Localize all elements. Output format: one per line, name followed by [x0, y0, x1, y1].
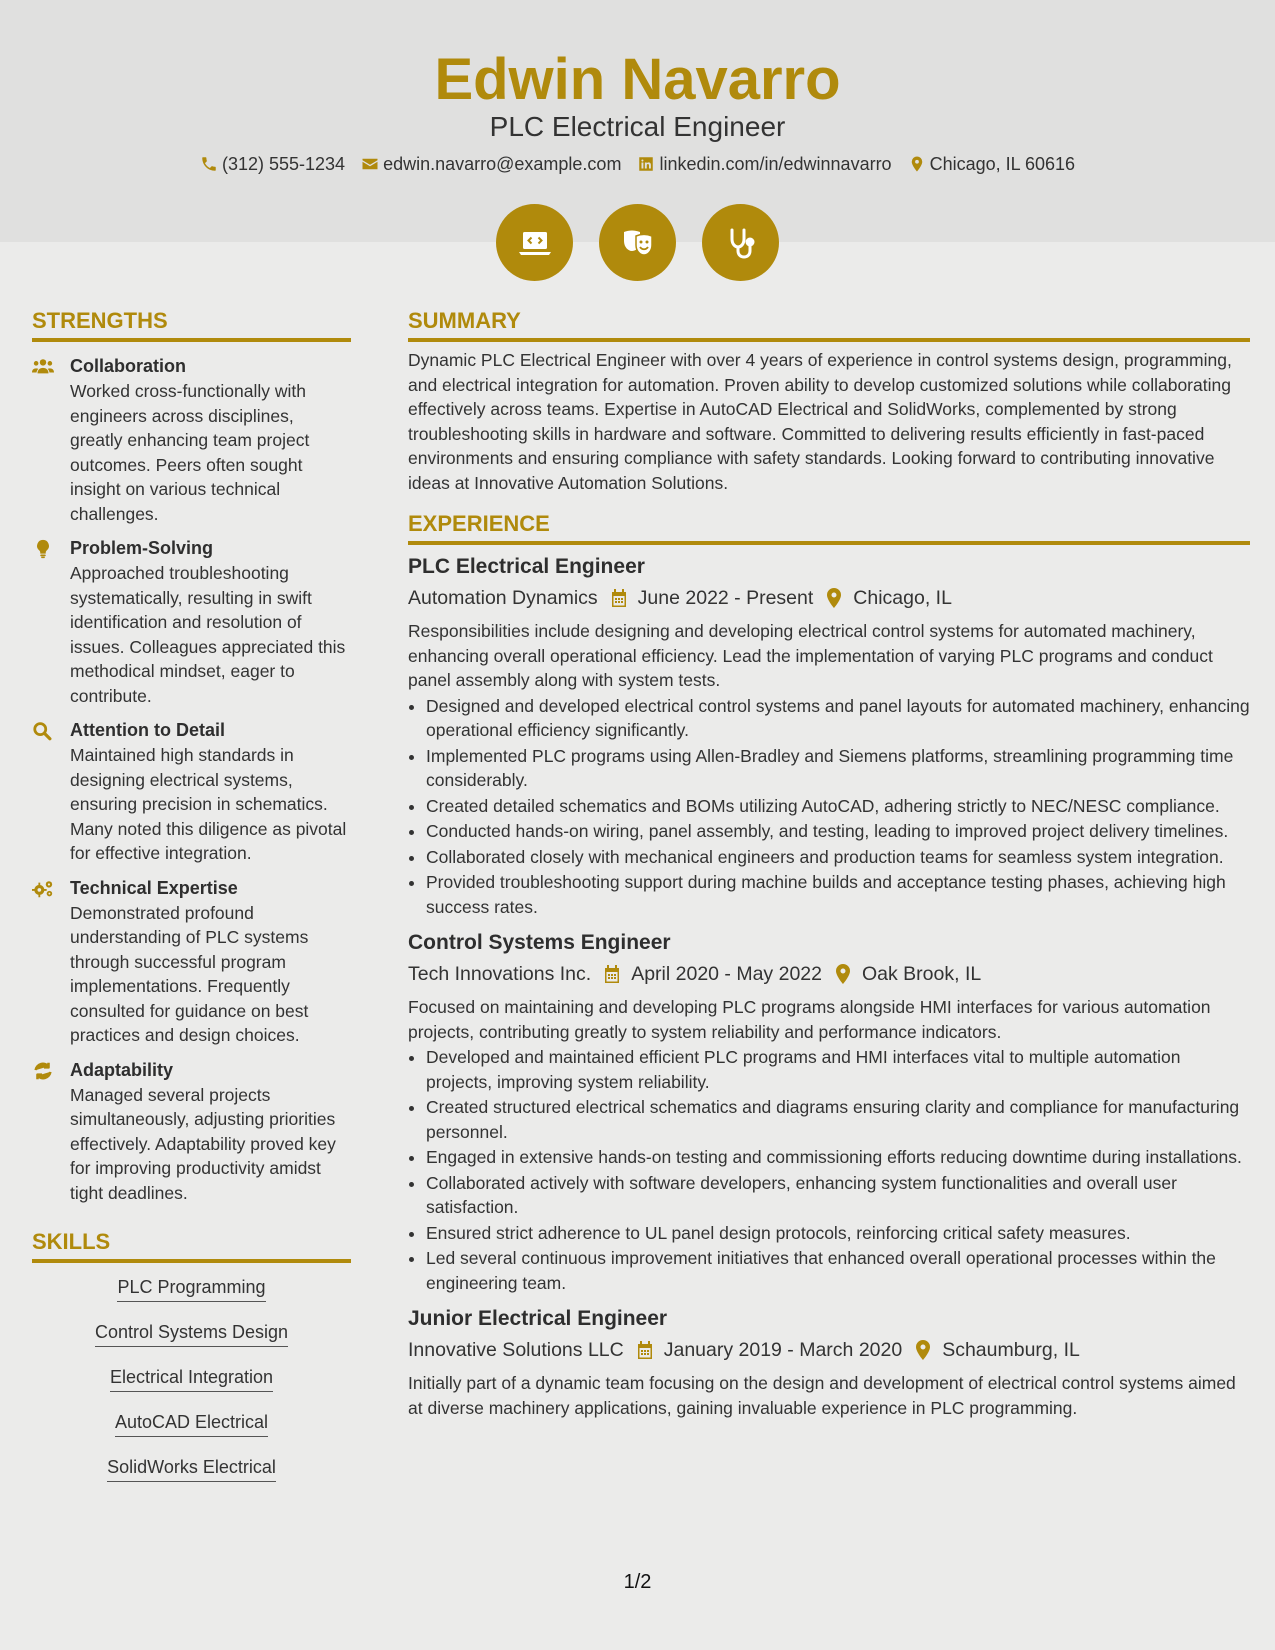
contact-linkedin[interactable]	[637, 152, 891, 176]
experience-heading: EXPERIENCE	[408, 509, 1250, 545]
job-entry	[408, 929, 1250, 1295]
bullet-item: • Engaged in extensive hands-on testing and commissioning efforts reducing downtime during installations.	[426, 1145, 1250, 1170]
job-entry-title: Junior Electrical Engineer	[408, 1307, 668, 1330]
job-meta	[408, 584, 1250, 612]
users-icon	[32, 357, 54, 377]
theater-masks-icon	[618, 223, 658, 263]
contact-bar	[0, 152, 1275, 176]
bullet-item: • Designed and developed electrical control systems and panel layouts for automated machinery, enhancing operational efficiency significantly.	[426, 694, 1250, 743]
location-text: Chicago, IL 60616	[929, 154, 1076, 174]
bullet-item: • Provided troubleshooting support during machine builds and acceptance testing phases, achieving high success rates.	[426, 870, 1250, 919]
skill-item: Control Systems Design	[95, 1320, 288, 1347]
interest-icons	[0, 204, 1275, 281]
skills-heading: SKILLS	[32, 1227, 351, 1263]
bullet-item: • Conducted hands-on wiring, panel assembly, and testing, leading to improved project delivery timelines.	[426, 819, 1250, 844]
job-location: Chicago, IL	[853, 587, 952, 609]
job-entry	[408, 553, 1250, 919]
skills-list	[32, 1275, 351, 1500]
map-marker-icon	[834, 964, 852, 984]
bullet-item: • Created structured electrical schematics and diagrams ensuring clarity and compliance for manufacturing personnel.	[426, 1095, 1250, 1144]
strength-item	[32, 536, 351, 708]
skill-item: PLC Programming	[117, 1275, 265, 1302]
job-entry-title: PLC Electrical Engineer	[408, 555, 645, 578]
strength-title: Technical Expertise	[70, 877, 238, 898]
calendar-icon	[636, 1340, 654, 1360]
stethoscope-icon	[721, 223, 761, 263]
job-desc: Responsibilities include designing and developing electrical control systems for automated machinery, enhancing overall operational efficiency. Lead the implementation of varying PLC programs and conduct panel assembly along with system tests.	[408, 621, 1213, 690]
strength-desc: Worked cross-functionally with engineers across disciplines, greatly enhancing team project outcomes. Peers often sought insight on various technical challenges.	[70, 381, 310, 524]
job-company: Tech Innovations Inc.	[408, 963, 592, 985]
job-meta	[408, 1336, 1250, 1364]
job-dates: January 2019 - March 2020	[663, 1339, 903, 1361]
strength-desc: Managed several projects simultaneously, adjusting priorities effectively. Adaptability proved key for improving productivity amidst tight deadlines.	[70, 1084, 336, 1203]
linkedin-icon	[637, 155, 655, 173]
map-marker-icon	[825, 588, 843, 608]
strength-title: Attention to Detail	[70, 720, 225, 740]
search-icon	[32, 721, 54, 741]
job-desc: Focused on maintaining and developing PLC programs alongside HMI interfaces for various automation projects, contributing greatly to system reliability and performance indicators.	[408, 997, 1211, 1042]
bullet-item: • Created detailed schematics and BOMs utilizing AutoCAD, adhering strictly to NEC/NESC compliance.	[426, 794, 1250, 819]
strength-title: Adaptability	[70, 1059, 174, 1080]
left-column	[32, 306, 351, 1500]
summary-heading: SUMMARY	[408, 306, 1250, 342]
strength-item	[32, 718, 351, 866]
strengths-heading: STRENGTHS	[32, 306, 351, 342]
job-company: Automation Dynamics	[408, 587, 598, 609]
envelope-icon	[361, 155, 379, 173]
lightbulb-icon	[32, 539, 54, 559]
strength-desc: Demonstrated profound understanding of PLC systems through successful program implementations. Frequently consulted for guidance on best practices and design choices.	[70, 902, 309, 1045]
candidate-name: Edwin Navarro	[434, 47, 841, 112]
interest-circle-laptop	[496, 204, 573, 281]
calendar-icon	[603, 964, 621, 984]
job-entry-title: Control Systems Engineer	[408, 931, 671, 954]
bullet-item: • Collaborated closely with mechanical engineers and production teams for seamless system integration.	[426, 845, 1250, 870]
job-bullets	[408, 1045, 1250, 1295]
map-marker-icon	[914, 1340, 932, 1360]
page-number: 1/2	[623, 1571, 652, 1593]
job-location: Schaumburg, IL	[942, 1339, 1080, 1361]
skill-item: SolidWorks Electrical	[107, 1455, 276, 1482]
job-entry	[408, 1305, 1250, 1420]
interest-circle-masks	[599, 204, 676, 281]
right-column	[408, 306, 1250, 1420]
bullet-item: • Implemented PLC programs using Allen-Bradley and Siemens platforms, streamlining programming time considerably.	[426, 744, 1250, 793]
bullet-item: • Developed and maintained efficient PLC programs and HMI interfaces vital to multiple automation projects, improving system reliability.	[426, 1045, 1250, 1094]
interest-circle-stethoscope	[702, 204, 779, 281]
job-desc: Initially part of a dynamic team focusing on the design and development of electrical control systems aimed at diverse machinery applications, gaining invaluable experience in PLC programming.	[408, 1373, 1236, 1418]
strength-desc: Maintained high standards in designing electrical systems, ensuring precision in schematics. Many noted this diligence as pivotal for effective integration.	[70, 745, 347, 863]
job-dates: June 2022 - Present	[637, 587, 814, 609]
contact-location	[908, 152, 1075, 176]
bullet-item: • Led several continuous improvement initiatives that enhanced overall operational processes within the engineering team.	[426, 1246, 1250, 1295]
strength-desc: Approached troubleshooting systematically, resulting in swift identification and resolution of issues. Colleagues appreciated this methodical mindset, eager to contribute.	[70, 563, 346, 706]
map-marker-icon	[908, 155, 926, 173]
strength-title: Collaboration	[70, 356, 186, 376]
contact-email[interactable]	[361, 152, 621, 176]
bullet-item: • Collaborated actively with software developers, enhancing system functionalities and overall user satisfaction.	[426, 1171, 1250, 1220]
job-bullets	[408, 694, 1250, 920]
skill-item: AutoCAD Electrical	[115, 1410, 268, 1437]
job-company: Innovative Solutions LLC	[408, 1339, 624, 1361]
calendar-icon	[610, 588, 628, 608]
skill-item: Electrical Integration	[110, 1365, 273, 1392]
job-location: Oak Brook, IL	[861, 963, 982, 985]
email-text[interactable]: edwin.navarro@example.com	[383, 154, 622, 174]
job-dates: April 2020 - May 2022	[631, 963, 822, 985]
strength-title: Problem-Solving	[70, 538, 214, 558]
linkedin-text[interactable]: linkedin.com/in/edwinnavarro	[659, 154, 892, 174]
strength-item	[32, 354, 351, 526]
sync-icon	[32, 1061, 54, 1081]
phone-icon	[200, 155, 218, 173]
phone-text: (312) 555-1234	[221, 154, 346, 174]
strength-item	[32, 876, 351, 1048]
laptop-code-icon	[515, 223, 555, 263]
strength-item	[32, 1058, 351, 1206]
job-meta	[408, 960, 1250, 988]
bullet-item: • Ensured strict adherence to UL panel design protocols, reinforcing critical safety measures.	[426, 1221, 1250, 1246]
cogs-icon	[32, 879, 54, 899]
summary-text: Dynamic PLC Electrical Engineer with over 4 years of experience in control systems design, programming, and electrical integration for automation. Proven ability to develop customized solutions while collaborating effectively across teams. Expertise in AutoCAD Electrical and SolidWorks, complemented by strong troubleshooting skills in hardware and software. Committed to delivering results efficiently in fast-paced environments and ensuring compliance with safety standards. Looking forward to contributing innovative ideas at Innovative Automation Solutions.	[408, 350, 1232, 493]
job-title: PLC Electrical Engineer	[489, 111, 786, 142]
contact-phone	[200, 152, 345, 176]
